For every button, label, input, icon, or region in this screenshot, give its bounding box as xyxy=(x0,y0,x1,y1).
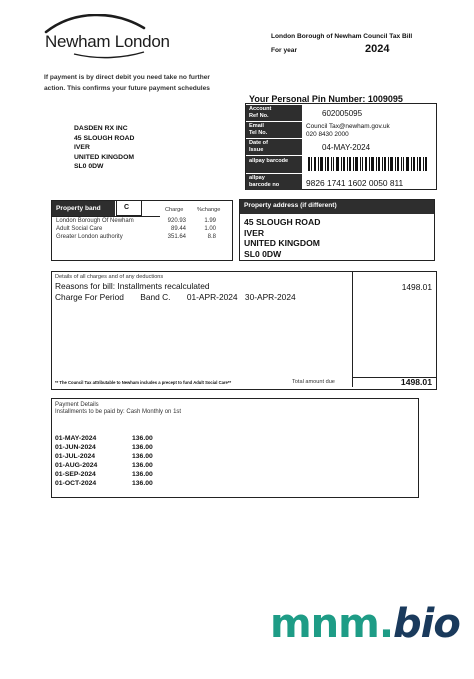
property-town: IVER xyxy=(244,227,265,238)
direct-debit-note xyxy=(44,72,210,94)
installment-amount: 136.00 xyxy=(132,471,153,478)
authority-change: 8.8 xyxy=(207,234,216,240)
watermark-part2: bio xyxy=(393,601,460,647)
account-ref-label-2: Ref No. xyxy=(249,112,269,119)
barcode-row xyxy=(246,155,436,173)
charge-amount: 1498.01 xyxy=(401,282,432,292)
payment-subheading: Installments to be paid by: Cash Monthly on 1st xyxy=(55,409,182,415)
installment-date: 01-AUG-2024 xyxy=(55,462,98,469)
charge-period-from: 01-APR-2024 xyxy=(186,292,238,302)
issue-date-label xyxy=(246,139,302,155)
allpay-barcode-icon xyxy=(308,157,428,171)
change-header: %change xyxy=(197,207,221,213)
logo-text: Newham London xyxy=(45,32,170,51)
pin-label: Your Personal Pin Number: xyxy=(249,94,366,104)
charges-footnote: ** The Council Tax attributable to Newham includes a precept to fund Adult Social Care** xyxy=(55,380,232,385)
allpay-number-label-2: barcode no xyxy=(249,181,280,188)
logo-swoosh-icon xyxy=(44,14,148,34)
account-ref-row xyxy=(246,104,436,121)
watermark xyxy=(270,600,460,657)
authority-charge: 351.64 xyxy=(167,234,186,240)
barcode-label: allpay barcode xyxy=(246,156,302,173)
installment-amount: 136.00 xyxy=(132,462,153,469)
installment-date: 01-MAY-2024 xyxy=(55,435,97,442)
allpay-number-label-1: allpay xyxy=(249,175,265,181)
logo-underline-icon xyxy=(44,50,148,60)
band-authority-col xyxy=(56,217,134,241)
allpay-number-value: 9826 1741 1602 0050 811 xyxy=(306,178,404,188)
account-ref-label xyxy=(246,105,302,121)
recipient-town: IVER xyxy=(74,144,90,151)
band-charge-col xyxy=(160,217,186,241)
installment-amount: 136.00 xyxy=(132,480,153,487)
property-band-label: Property band xyxy=(52,201,115,217)
allpay-number-label xyxy=(246,174,302,190)
property-band-value: C xyxy=(124,204,130,211)
for-year-label: For year xyxy=(271,47,298,54)
charge-period xyxy=(55,292,296,302)
recipient-street: 45 SLOUGH ROAD xyxy=(74,134,135,142)
charge-period-band: Band C. xyxy=(140,292,171,302)
property-street: 45 SLOUGH ROAD xyxy=(244,217,321,227)
account-ref-value: 602005095 xyxy=(322,109,363,118)
contact-label xyxy=(246,122,302,138)
property-address xyxy=(244,217,320,259)
direct-debit-line1: If payment is by direct debit you need take no further xyxy=(44,74,210,81)
charges-details-box xyxy=(51,271,437,390)
total-due-label: Total amount due xyxy=(292,379,335,385)
installment-amounts xyxy=(132,434,153,488)
property-address-box xyxy=(239,199,435,261)
bill-year: 2024 xyxy=(365,43,390,55)
band-change-col xyxy=(194,217,216,241)
installment-date: 01-JUN-2024 xyxy=(55,444,96,451)
recipient-country: UNITED KINGDOM xyxy=(74,153,135,161)
authority-change: 1.99 xyxy=(204,218,216,224)
authority-name: Adult Social Care xyxy=(56,226,103,232)
authority-change: 1.00 xyxy=(204,226,216,232)
installment-dates xyxy=(55,434,97,488)
direct-debit-line2: action. This confirms your future payment schedules xyxy=(44,85,210,92)
total-due-value: 1498.01 xyxy=(400,377,432,387)
recipient-name: DASDEN RX INC xyxy=(74,125,128,132)
installment-amount: 136.00 xyxy=(132,444,153,451)
issue-date-label-2: Issue xyxy=(249,146,264,153)
authority-charge: 920.93 xyxy=(167,218,186,224)
installment-amount: 136.00 xyxy=(132,453,153,460)
charge-header: Charge xyxy=(165,207,184,213)
account-ref-label-1: Account xyxy=(249,106,272,112)
email-value: Council Tax@newham.gov.uk xyxy=(306,123,390,130)
charges-heading: Details of all charges and of any deductions xyxy=(55,274,164,280)
charge-period-to: 30-APR-2024 xyxy=(244,292,296,302)
payment-heading: Payment Details xyxy=(55,402,99,408)
property-postcode: SL0 0DW xyxy=(244,248,282,259)
payment-details-box xyxy=(51,398,419,498)
authority-charge: 89.44 xyxy=(170,226,186,232)
tel-value: 020 8430 2000 xyxy=(306,131,349,138)
property-band-box xyxy=(51,200,233,261)
issue-date-value: 04-MAY-2024 xyxy=(322,143,371,152)
installment-date: 01-SEP-2024 xyxy=(55,471,96,478)
charge-period-label: Charge For Period xyxy=(55,292,124,302)
pin-value: 1009095 xyxy=(367,94,403,104)
issue-date-row xyxy=(246,138,436,155)
recipient-address xyxy=(74,124,134,172)
installment-date: 01-OCT-2024 xyxy=(55,480,97,487)
contact-row xyxy=(246,121,436,138)
issue-date-label-1: Date of xyxy=(249,140,268,146)
allpay-number-row xyxy=(246,173,436,190)
recipient-postcode: SL0 0DW xyxy=(74,163,104,170)
property-address-header: Property address (if different) xyxy=(240,200,434,214)
property-country: UNITED KINGDOM xyxy=(244,238,320,248)
authority-name: London Borough Of Newham xyxy=(56,218,134,224)
account-details-box xyxy=(245,103,437,190)
watermark-part1: mnm. xyxy=(270,601,394,647)
email-label: Email xyxy=(249,123,264,129)
installment-amount: 136.00 xyxy=(132,435,153,442)
tel-label: Tel No. xyxy=(249,129,268,136)
installment-date: 01-JUL-2024 xyxy=(55,453,96,460)
bill-title: London Borough of Newham Council Tax Bill xyxy=(271,33,413,40)
bill-reason: Reasons for bill: Installments recalculated xyxy=(55,281,210,291)
newham-logo xyxy=(44,14,170,58)
property-band-value-cell xyxy=(116,201,142,216)
authority-name: Greater London authority xyxy=(56,234,123,240)
